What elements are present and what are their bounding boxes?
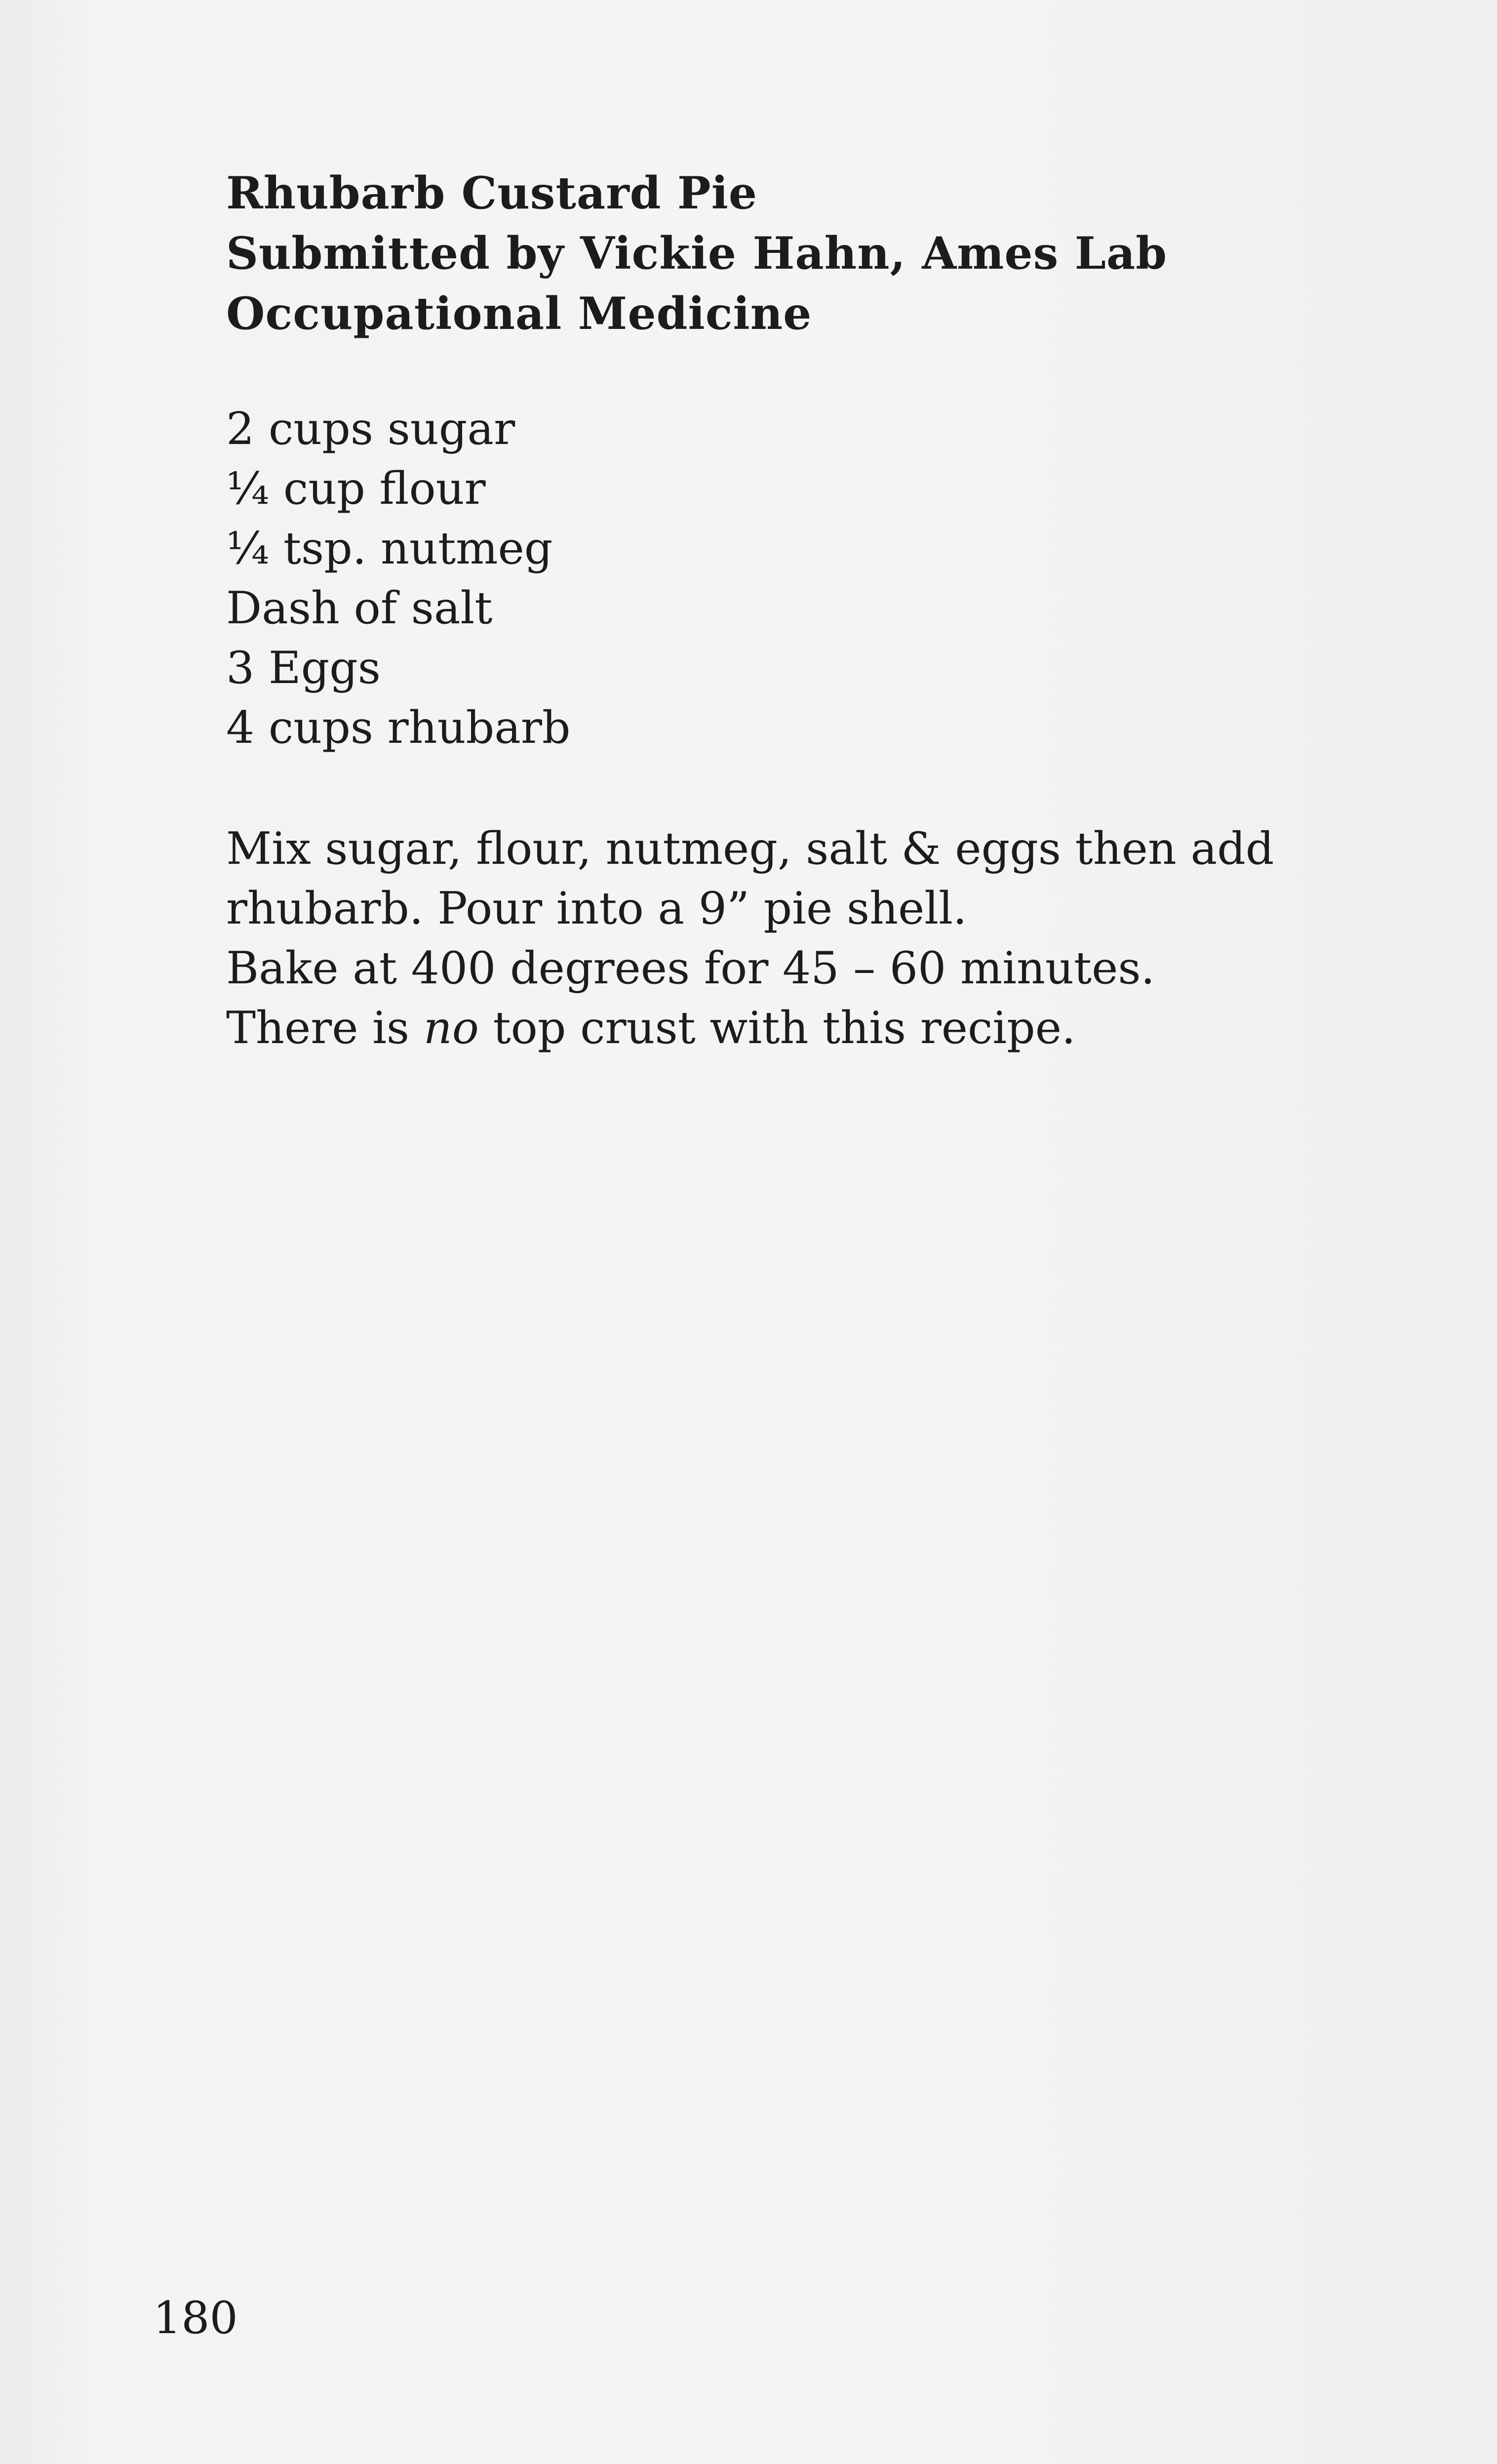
recipe-submitter: Submitted by Vickie Hahn, Ames Lab xyxy=(226,227,1168,280)
direction-line: Bake at 400 degrees for 45 – 60 minutes. xyxy=(226,942,1155,994)
direction-line: rhubarb. Pour into a 9” pie shell. xyxy=(226,883,967,934)
recipe-directions xyxy=(226,819,1436,1058)
recipe-submitter-department: Occupational Medicine xyxy=(226,287,812,340)
ingredient-item: 2 cups sugar xyxy=(226,403,515,455)
ingredient-item: ¼ tsp. nutmeg xyxy=(226,523,553,574)
direction-line-final xyxy=(226,998,1436,1058)
ingredient-list xyxy=(226,399,1411,758)
ingredient-item: 4 cups rhubarb xyxy=(226,702,571,754)
direction-emphasis: no xyxy=(423,1002,479,1054)
recipe-title-block xyxy=(226,163,1411,344)
direction-line: Mix sugar, flour, nutmeg, salt & eggs then add xyxy=(226,823,1274,875)
ingredient-item: 3 Eggs xyxy=(226,642,381,694)
direction-text: top crust with this recipe. xyxy=(478,1002,1076,1054)
page-number: 180 xyxy=(153,2292,238,2344)
direction-text: There is xyxy=(226,1002,424,1054)
ingredient-item: ¼ cup flour xyxy=(226,463,486,515)
recipe-title: Rhubarb Custard Pie xyxy=(226,167,758,219)
ingredient-item: Dash of salt xyxy=(226,582,493,634)
